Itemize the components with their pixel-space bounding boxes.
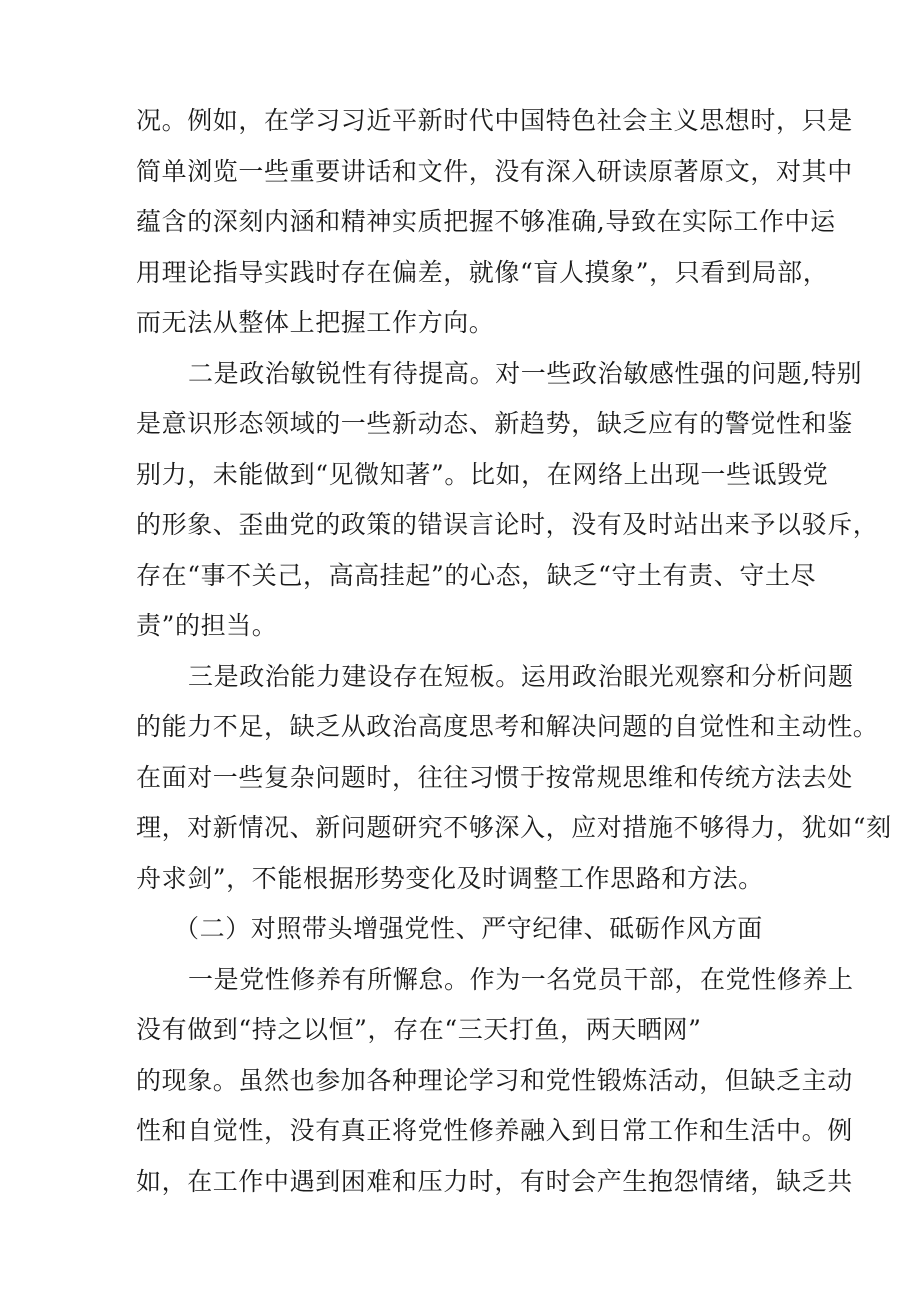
body-line: 的现象。虽然也参加各种理论学习和党性锻炼活动，但缺乏主动 bbox=[136, 1065, 853, 1095]
body-line: 别力，未能做到“见微知著”。比如，在网络上出现一些诋毁党 bbox=[136, 459, 829, 489]
body-line: 没有做到“持之以恒”，存在“三天打鱼，两天晒网” bbox=[136, 1015, 702, 1044]
paragraph-start-line: 一是党性修养有所懈怠。作为一名党员干部，在党性修养上 bbox=[188, 964, 854, 994]
document-body bbox=[136, 96, 892, 1207]
section-heading: （二）对照带头增强党性、严守纪律、砥砺作风方面 bbox=[174, 914, 763, 943]
body-line: 的形象、歪曲党的政策的错误言论时，没有及时站出来予以驳斥， bbox=[136, 510, 879, 539]
body-line: 用理论指导实践时存在偏差，就像“盲人摸象”，只看到局部， bbox=[136, 257, 829, 287]
body-line: 在面对一些复杂问题时，往往习惯于按常规思维和传统方法去处 bbox=[136, 762, 853, 792]
body-line: 简单浏览一些重要讲话和文件，没有深入研读原著原文，对其中 bbox=[136, 156, 853, 186]
body-line: 蕴含的深刻内涵和精神实质把握不够准确,导致在实际工作中运 bbox=[136, 207, 836, 236]
body-line: 的能力不足，缺乏从政治高度思考和解决问题的自觉性和主动性。 bbox=[136, 712, 879, 741]
paragraph-start-line: 二是政治敏锐性有待提高。对一些政治敏感性强的问题,特别 bbox=[188, 358, 863, 388]
body-line: 性和自觉性，没有真正将党性修养融入到日常工作和生活中。例 bbox=[136, 1116, 853, 1145]
paragraph-start-line: 三是政治能力建设存在短板。运用政治眼光观察和分析问题 bbox=[188, 661, 854, 691]
body-line: 理，对新情况、新问题研究不够深入，应对措施不够得力，犹如“刻 bbox=[136, 813, 892, 842]
body-line: 况。例如，在学习习近平新时代中国特色社会主义思想时，只是 bbox=[136, 106, 853, 135]
body-line: 而无法从整体上把握工作方向。 bbox=[136, 308, 495, 337]
body-line: 如，在工作中遇到困难和压力时，有时会产生抱怨情绪，缺乏共 bbox=[136, 1166, 853, 1196]
body-line: 责”的担当。 bbox=[136, 611, 278, 640]
body-line: 存在“事不关己，高高挂起”的心态，缺乏“守土有责、守土尽 bbox=[136, 560, 817, 590]
body-line: 是意识形态领域的一些新动态、新趋势，缺乏应有的警觉性和鉴 bbox=[136, 409, 853, 438]
body-line: 舟求剑”，不能根据形势变化及时调整工作思路和方法。 bbox=[136, 863, 764, 893]
